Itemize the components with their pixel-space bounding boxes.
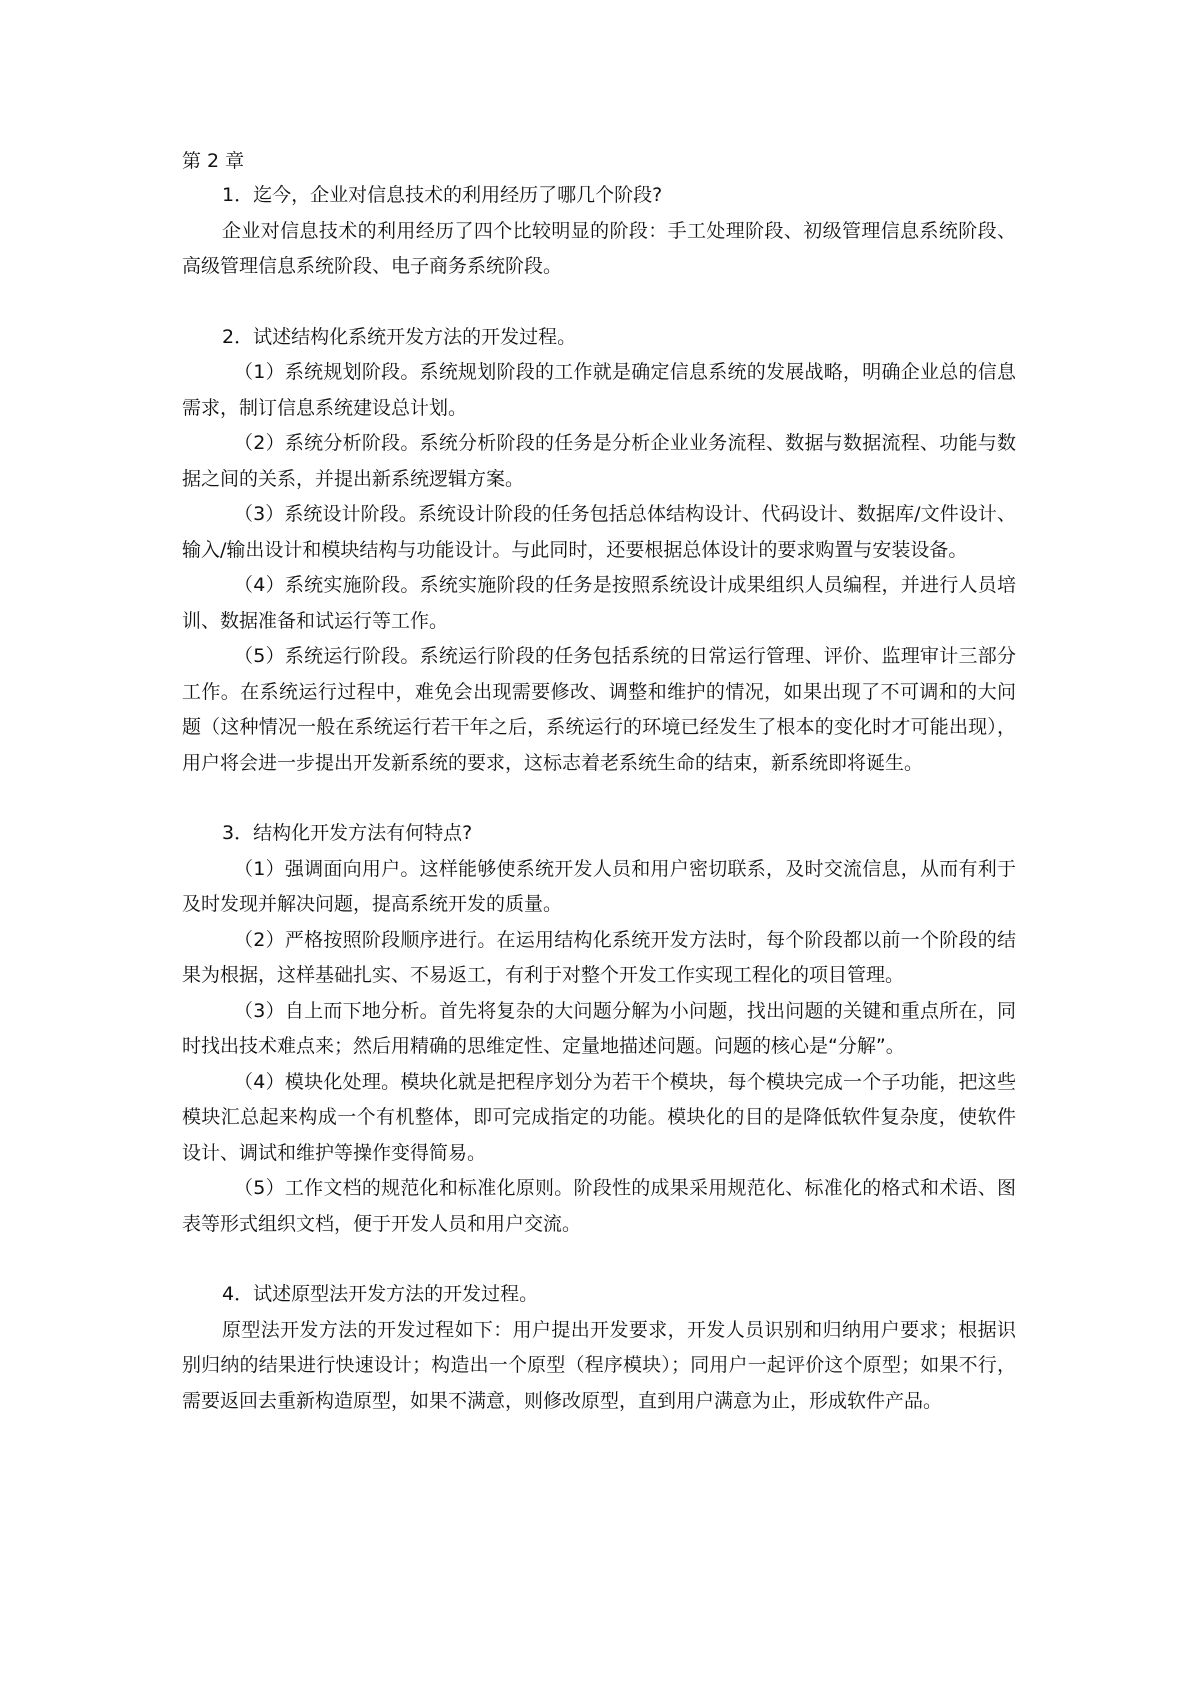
section-gap <box>182 285 1016 320</box>
answer-3-item-1: （1）强调面向用户。这样能够使系统开发人员和用户密切联系，及时交流信息，从而有利于及时发现并解决问题，提高系统开发的质量。 <box>182 857 1016 915</box>
chapter-heading: 第 2 章 <box>182 150 245 172</box>
question-1: 1．迄今，企业对信息技术的利用经历了哪几个阶段? <box>222 184 663 206</box>
answer-2-item-1: （1）系统规划阶段。系统规划阶段的工作就是确定信息系统的发展战略，明确企业总的信息需求，制订信息系统建设总计划。 <box>182 361 1016 419</box>
answer-3-item-5: （5）工作文档的规范化和标准化原则。阶段性的成果采用规范化、标准化的格式和术语、图表等形式组织文档，便于开发人员和用户交流。 <box>182 1177 1016 1235</box>
section-gap <box>182 1242 1016 1277</box>
question-2: 2．试述结构化系统开发方法的开发过程。 <box>222 325 577 348</box>
answer-3-item-4: （4）模块化处理。模块化就是把程序划分为若干个模块，每个模块完成一个子功能，把这些模块汇总起来构成一个有机整体，即可完成指定的功能。模块化的目的是降低软件复杂度，使软件设计、调试和维护等操作变得简易。 <box>182 1070 1016 1164</box>
document-page <box>182 144 1016 1419</box>
section-gap <box>182 781 1016 816</box>
answer-2-item-5: （5）系统运行阶段。系统运行阶段的任务包括系统的日常运行管理、评价、监理审计三部分工作。在系统运行过程中，难免会出现需要修改、调整和维护的情况，如果出现了不可调和的大问题（这种情况一般在系统运行若干年之后，系统运行的环境已经发生了根本的变化时才可能出现），用户将会进一步提出开发新系统的要求，这标志着老系统生命的结束，新系统即将诞生。 <box>182 645 1016 774</box>
question-4: 4．试述原型法开发方法的开发过程。 <box>222 1283 539 1305</box>
question-3: 3．结构化开发方法有何特点? <box>222 822 473 844</box>
answer-2-item-3: （3）系统设计阶段。系统设计阶段的任务包括总体结构设计、代码设计、数据库/文件设计、输入/输出设计和模块结构与功能设计。与此同时，还要根据总体设计的要求购置与安装设备。 <box>182 503 1016 561</box>
answer-4: 原型法开发方法的开发过程如下：用户提出开发要求，开发人员识别和归纳用户要求；根据识别归纳的结果进行快速设计；构造出一个原型（程序模块）；同用户一起评价这个原型；如果不行，需要返回去重新构造原型，如果不满意，则修改原型，直到用户满意为止，形成软件产品。 <box>182 1318 1016 1412</box>
answer-2-item-4: （4）系统实施阶段。系统实施阶段的任务是按照系统设计成果组织人员编程，并进行人员培训、数据准备和试运行等工作。 <box>182 574 1016 632</box>
answer-2-item-2: （2）系统分析阶段。系统分析阶段的任务是分析企业业务流程、数据与数据流程、功能与数据之间的关系，并提出新系统逻辑方案。 <box>182 432 1016 490</box>
answer-1: 企业对信息技术的利用经历了四个比较明显的阶段：手工处理阶段、初级管理信息系统阶段、高级管理信息系统阶段、电子商务系统阶段。 <box>182 219 1016 277</box>
answer-3-item-3: （3）自上而下地分析。首先将复杂的大问题分解为小问题，找出问题的关键和重点所在，同时找出技术难点来；然后用精确的思维定性、定量地描述问题。问题的核心是“分解”。 <box>182 999 1016 1057</box>
answer-3-item-2: （2）严格按照阶段顺序进行。在运用结构化系统开发方法时，每个阶段都以前一个阶段的结果为根据，这样基础扎实、不易返工，有利于对整个开发工作实现工程化的项目管理。 <box>182 928 1016 986</box>
